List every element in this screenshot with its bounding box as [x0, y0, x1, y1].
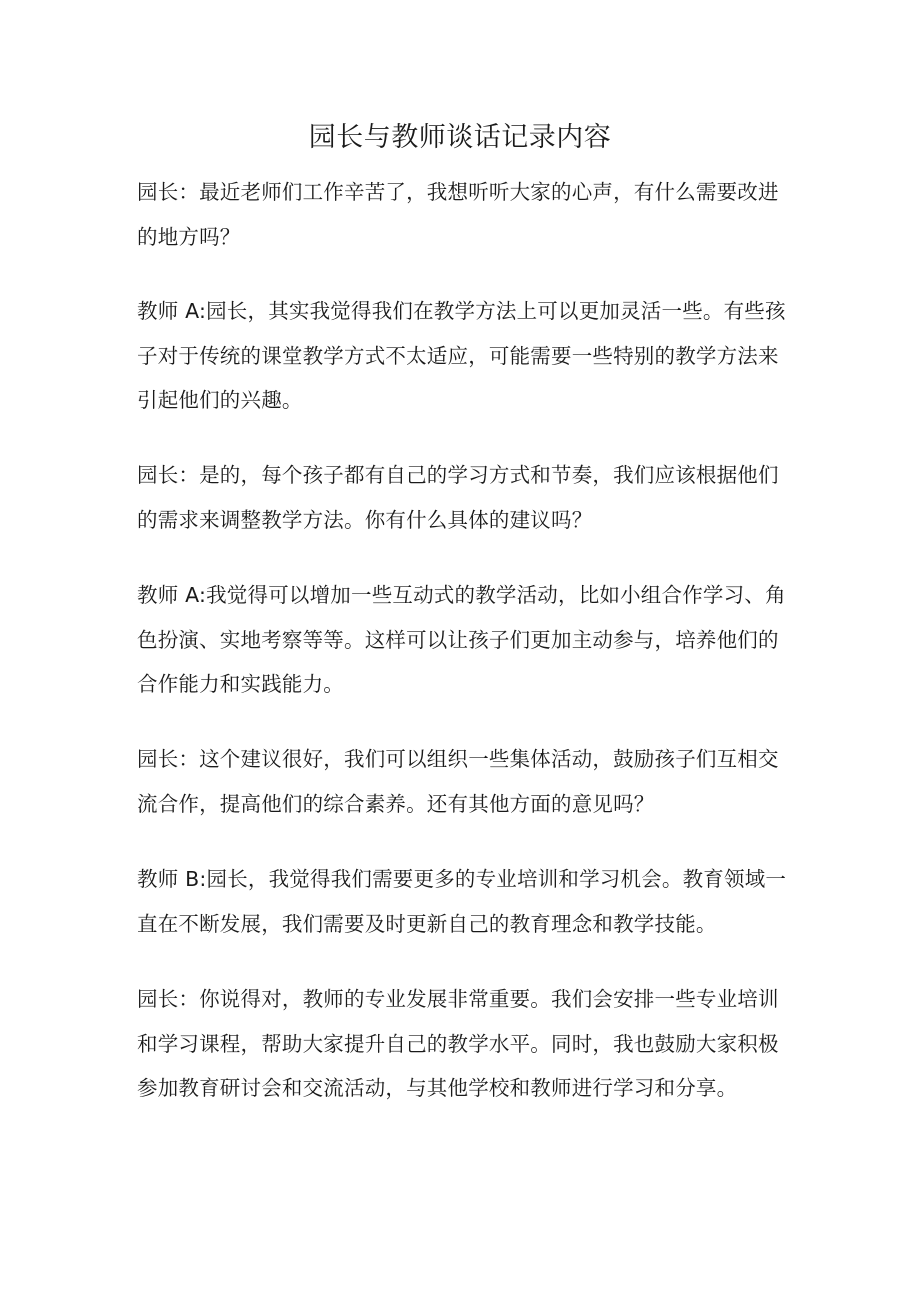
dialogue-text: 你说得对，教师的专业发展非常重要。我们会安排一些专业培训和学习课程，帮助大家提升自己的教学水平。同时，我也鼓励大家积极参加教育研讨会和交流活动，与其他学校和教师进行学习和分享。 — [137, 987, 779, 1100]
speaker-label: 教师 A: — [137, 299, 207, 323]
dialogue-paragraph-7 — [137, 977, 787, 1111]
dialogue-text: 是的，每个孩子都有自己的学习方式和节奏，我们应该根据他们的需求来调整教学方法。你有什么具体的建议吗？ — [137, 463, 779, 532]
speaker-label: 教师 A: — [137, 583, 207, 607]
document-title: 园长与教师谈话记录内容 — [308, 122, 612, 153]
speaker-label: 教师 B: — [137, 867, 207, 891]
speaker-label: 园长： — [137, 463, 200, 487]
dialogue-paragraph-6 — [137, 857, 787, 946]
speaker-label: 园长： — [137, 987, 200, 1011]
speaker-label: 园长： — [137, 180, 200, 204]
speaker-label: 园长： — [137, 747, 200, 771]
dialogue-paragraph-5 — [137, 737, 787, 826]
dialogue-paragraph-3 — [137, 453, 787, 542]
dialogue-paragraph-2 — [137, 289, 787, 423]
dialogue-text: 最近老师们工作辛苦了，我想听听大家的心声，有什么需要改进的地方吗？ — [137, 180, 779, 249]
dialogue-paragraph-4 — [137, 573, 787, 707]
dialogue-paragraph-1 — [137, 170, 787, 259]
dialogue-text: 园长，我觉得我们需要更多的专业培训和学习机会。教育领域一直在不断发展，我们需要及时更新自己的教育理念和教学技能。 — [137, 867, 787, 936]
dialogue-text: 这个建议很好，我们可以组织一些集体活动，鼓励孩子们互相交流合作，提高他们的综合素养。还有其他方面的意见吗？ — [137, 747, 779, 816]
dialogue-text: 园长，其实我觉得我们在教学方法上可以更加灵活一些。有些孩子对于传统的课堂教学方式不太适应，可能需要一些特别的教学方法来引起他们的兴趣。 — [137, 299, 786, 412]
dialogue-text: 我觉得可以增加一些互动式的教学活动，比如小组合作学习、角色扮演、实地考察等等。这样可以让孩子们更加主动参与，培养他们的合作能力和实践能力。 — [137, 583, 786, 696]
